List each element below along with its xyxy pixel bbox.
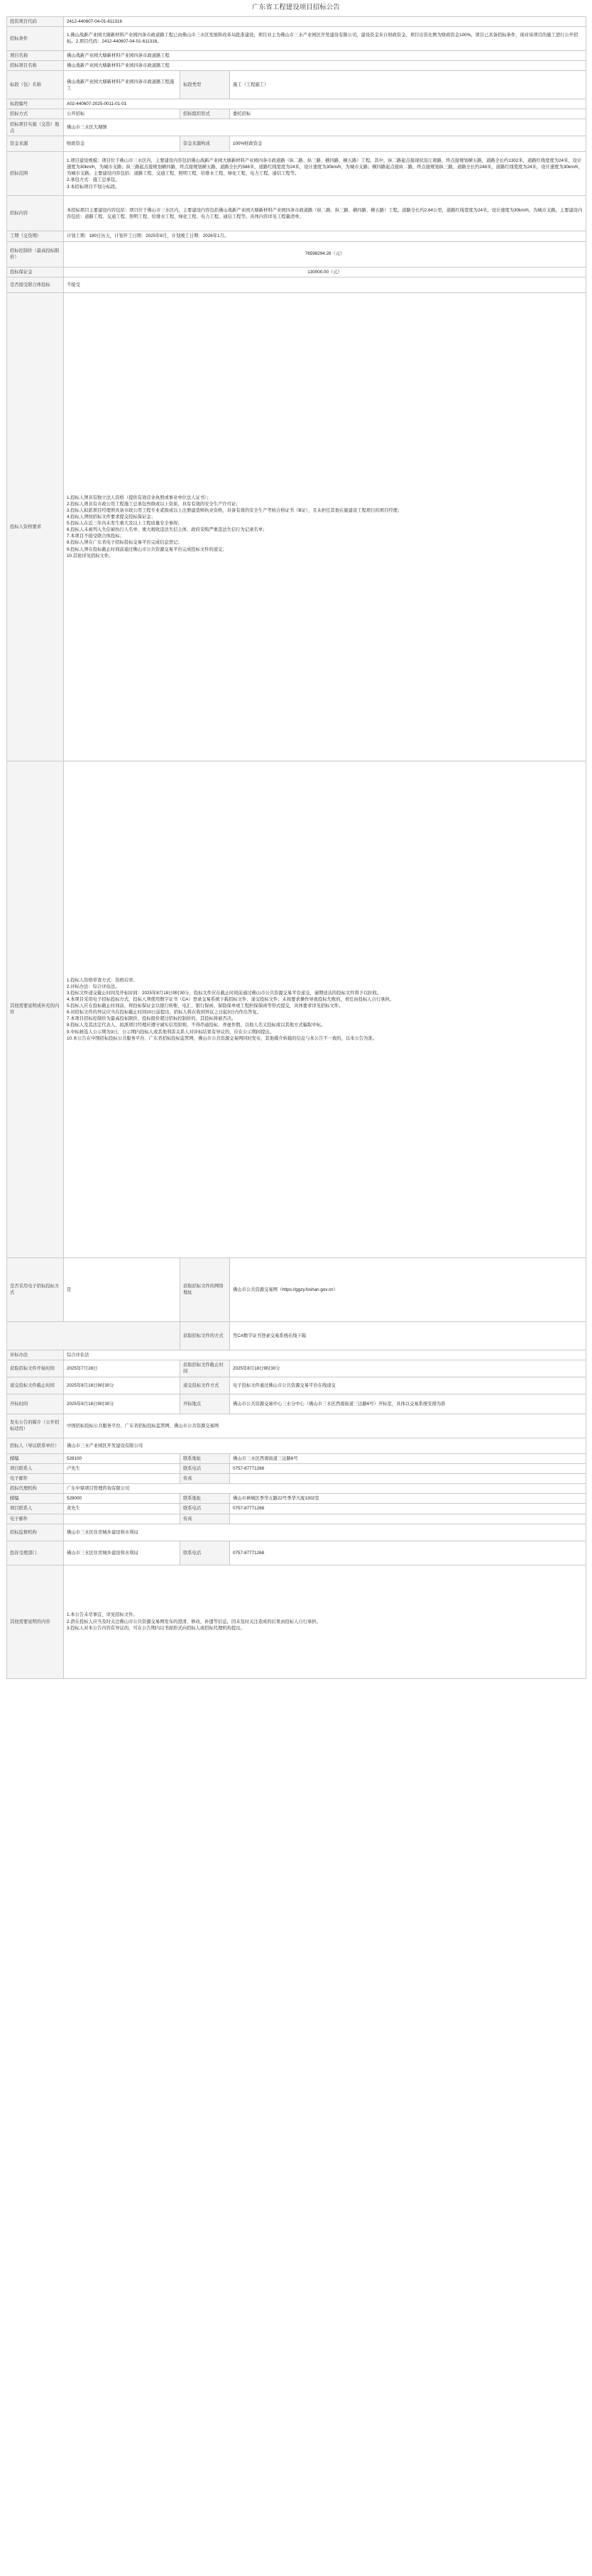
row-open [7, 1394, 586, 1414]
submit-way-label: 递交投标文件方式 [180, 1377, 230, 1394]
submit-value: 2025年8月18日9时30分 [64, 1377, 180, 1394]
open-value: 2025年8月18日9时30分 [64, 1394, 180, 1414]
row-electronic [7, 1257, 586, 1321]
owner-fax-label: 传真 [180, 1474, 230, 1484]
other-label: 其他需要说明的内容 [7, 1565, 64, 1678]
scope-value [64, 152, 586, 196]
project-code-label: 投资项目代码 [7, 16, 64, 26]
row-tender-name [7, 61, 586, 71]
notes-value-item: 4.本项目采用电子招标投标方式，投标人须使用数字证书（CA）登录交易系统下载招标文件、递交投标文件；未按要求操作导致投标失败的，责任由投标人自行承担。 [67, 996, 395, 1002]
agent-fax-label: 传真 [180, 1514, 230, 1524]
qualification-label: 投标人资格要求 [7, 292, 64, 761]
agent-label: 招标代理机构 [7, 1484, 64, 1494]
doc-method-value: 凭CA数字证书登录交易系统在线下载 [230, 1321, 586, 1350]
funding-ratio-label: 资金来源构成 [180, 136, 230, 152]
complaint-tel-label: 联系电话 [180, 1541, 230, 1565]
joint-label: 是否接受联合体投标 [7, 277, 64, 292]
qualification-value-item: 1.投标人须具有独立法人资格（提供有效营业执照或事业单位法人证书）； [67, 495, 212, 500]
row-agent-zip [7, 1494, 586, 1504]
section-value: 佛山战新产业园大塘新材料产业园四条市政道路工程施工 [64, 71, 180, 99]
agent-person-value: 黄先生 [64, 1504, 180, 1514]
agent-zip-value: 528000 [64, 1494, 180, 1504]
notes-value-item: 10.本公告在中国招标投标公共服务平台、广东省招标投标监管网、佛山市公共资源交易网同时发布，其他媒介转载的信息与本公告不一致的，以本公告为准。 [67, 1035, 377, 1041]
period-label: 工期（交货期） [7, 231, 64, 241]
deposit-value: 130000.00（元） [64, 267, 586, 277]
project-code-value: 2412-440607-04-01-611316 [64, 16, 586, 26]
qualification-value-item: 3.投标人拟派项目经理须具备市政公用工程专业贰级或以上注册建造师执业资格，具备有效的安全生产考核合格证书（B证），且未担任其他在施建设工程项目的项目经理； [67, 507, 402, 513]
qualification-value-item: 7.本项目不接受联合体投标； [67, 534, 124, 539]
notes-label: 其他需要说明或补充的内容 [7, 761, 64, 1257]
agent-tel-label: 联系电话 [180, 1504, 230, 1514]
agent-email-value [64, 1514, 180, 1524]
section-type-value: 施工（工程施工） [230, 71, 586, 99]
row-qualification [7, 292, 586, 761]
qualification-value-item: 5.投标人在近三年内未发生重大及以上工程质量安全事故； [67, 521, 182, 527]
electronic-label: 是否采用电子招标投标方式 [7, 1257, 64, 1321]
funding-label: 资金来源 [7, 136, 64, 152]
owner-tel-label: 联系电话 [180, 1463, 230, 1473]
owner-zip-value: 528100 [64, 1453, 180, 1463]
owner-fax-value [230, 1474, 586, 1484]
agent-addr-value: 佛山市禅城区季华五路22号季华大厦1302室 [230, 1494, 586, 1504]
row-funding [7, 136, 586, 152]
other-value-item: 2.潜在投标人应当及时关注佛山市公共资源交易网发布的澄清、修改、补遗等信息，因未及时关注造成的后果由投标人自行承担。 [67, 1619, 321, 1624]
scope-label: 招标范围 [7, 152, 64, 196]
complaint-tel-value: 0757-87771268 [230, 1541, 586, 1565]
control-price-label: 招标控制价（最高投标限价） [7, 241, 64, 267]
notes-value-item: 8.投标人及其法定代表人、拟派项目经理应遵守诚实信用原则，不得串通投标、弄虚作假、以他人名义投标或以其他方式骗取中标。 [67, 1023, 326, 1028]
qualification-value-item: 9.投标人须在投标截止时间前通过佛山市公共资源交易平台完成投标文件的递交； [67, 546, 227, 552]
row-owner [7, 1438, 586, 1453]
notes-value-item: 1.投标人资格审查方式：资格后审。 [67, 977, 138, 983]
media-label: 发布公告的媒介（公开招标适用） [7, 1414, 64, 1438]
tender-org-label: 招标组织形式 [180, 109, 230, 119]
project-name-value: 佛山战新产业园大塘新材料产业园四条市政道路工程 [64, 50, 586, 60]
notes-value [64, 761, 586, 1257]
qualification-value-item: 6.投标人未被列入失信被执行人名单、重大税收违法失信主体、政府采购严重违法失信行为记录名单； [67, 527, 268, 533]
submit-label: 递交投标文件截止时间 [7, 1377, 64, 1394]
deposit-label: 投标保证金 [7, 267, 64, 277]
notes-value-item: 2.评标办法：综合评估法。 [67, 984, 120, 989]
row-electronic-2 [7, 1321, 586, 1350]
row-agent [7, 1484, 586, 1494]
location-label: 招标项目实施（交货）地点 [7, 119, 64, 136]
row-project-code [7, 16, 586, 26]
row-owner-email [7, 1474, 586, 1484]
row-period [7, 231, 586, 241]
content-label: 招标内容 [7, 196, 64, 231]
approval-value: 1.佛山战新产业园大塘新材料产业园四条市政道路工程已由佛山市三水区发展和改革局批准建设，项目业主为佛山市三水产业园区开发建设有限公司，建设资金来自财政资金，项目出资比例为财政资金100%。项目已具备招标条件，现对该项目的施工进行公开招标。2.项目代码：2412-440607-04-01-611316。 [64, 26, 586, 50]
tender-org-value: 委托招标 [230, 109, 586, 119]
complaint-label: 投诉受理部门 [7, 1541, 64, 1565]
tender-method-label: 招标方式 [7, 109, 64, 119]
tender-name-label: 招标项目名称 [7, 61, 64, 71]
owner-label: 招标人（导议联系单位） [7, 1438, 64, 1453]
row-other [7, 1565, 586, 1678]
scope-value-item: 2.承包方式：施工总承包。 [67, 177, 120, 183]
funding-ratio-value: 100%财政资金 [230, 136, 586, 152]
content-value: 本招标项目主要建设内容包括：项目位于佛山市三水区内，主要建设内容包括佛山战新产业园大塘新材料产业园四条市政道路（纵二路、纵三路、横四路、横五路）工程。道路全长约2.64公里，道路红线宽度为24米，设计速度为30km/h，为城市支路。主要建设内容包括：道路工程、交通工程、照明工程、给排水工程、绿化工程、电力工程、通信工程等。具体内容详见工程量清单。 [64, 196, 586, 231]
qualification-value-item: 8.投标人须在广东省电子招标投标交易平台完成信息登记； [67, 540, 182, 546]
qualification-value-item: 4.投标人须按招标文件要求提交投标保证金； [67, 514, 155, 519]
notes-value-item: 3.投标文件递交截止时间及开标时间：2025年8月18日9时30分，投标文件应在截止时间前通过佛山市公共资源交易平台递交，逾期送达的投标文件将予以拒收。 [67, 990, 382, 996]
row-agent-email [7, 1514, 586, 1524]
notes-value-item: 6.对招标文件的异议应当在投标截止时间10日前提出，招标人将在收到异议之日起3日内作出答复。 [67, 1010, 261, 1015]
period-value: 计划工期：180日历天，计划开工日期：2025年8月，计划竣工日期：2026年1月。 [64, 231, 586, 241]
doc-method-label: 获取招标文件的方式 [180, 1321, 230, 1350]
agent-tel-value: 0757-87771268 [230, 1504, 586, 1514]
agent-addr-label: 联系地址 [180, 1494, 230, 1504]
section-type-label: 标段类型 [180, 71, 230, 99]
electronic-value: 是 [64, 1257, 180, 1321]
row-supervisor [7, 1524, 586, 1541]
row-tender-method [7, 109, 586, 119]
row-section [7, 71, 586, 99]
row-agent-person [7, 1504, 586, 1514]
row-doc-time [7, 1360, 586, 1377]
supervisor-value: 佛山市三水区住房城乡建设和水利局 [64, 1524, 586, 1541]
page-title: 广东省工程建设项目招标公告 [252, 4, 340, 11]
tender-name-value: 佛山战新产业园大塘新材料产业园四条市政道路工程 [64, 61, 586, 71]
other-value-item: 1.本公告未尽事宜，详见招标文件。 [67, 1612, 138, 1618]
row-joint [7, 277, 586, 292]
project-name-label: 项目名称 [7, 50, 64, 60]
scope-value-item: 1.项目建设规模：项目位于佛山市三水区内，主要建设内容包括佛山战新产业园大塘新材料产业园四条市政道路（纵二路、纵三路、横四路、横五路）工程。其中，纵二路起点接现状沿江南路，终点接规划横五路，道路全长约1302米，道路红线宽度为24米，设计速度为30km/h，为城市支路；纵三路起点接规划横四路，终点接规划横五路，道路全长约588米，道路红线宽度为24米，设计速度为30km/h，为城市支路；横四路起点接纵二路，终点接规划纵三路，道路全长约248米，道路红线宽度为24米，设计速度为30km/h，为城市支路。主要建设内容包括：道路工程、交通工程、照明工程、给排水工程、绿化工程、电力工程、通信工程等。 [67, 158, 583, 177]
row-media [7, 1414, 586, 1438]
agent-person-label: 项目联系人 [7, 1504, 64, 1514]
approval-label: 招标条件 [7, 26, 64, 50]
row-deposit [7, 267, 586, 277]
row-project-name [7, 50, 586, 60]
electronic-spacer [7, 1321, 180, 1350]
row-owner-zip [7, 1453, 586, 1463]
doc-address-label: 获取招标文件的网络地址 [180, 1257, 230, 1321]
supervisor-label: 招标监督机构 [7, 1524, 64, 1541]
complaint-value: 佛山市三水区住房城乡建设和水利局 [64, 1541, 180, 1565]
doc-time-label: 获取招标文件开始时间 [7, 1360, 64, 1377]
row-approval [7, 26, 586, 50]
open-label: 开标时间 [7, 1394, 64, 1414]
notes-value-item: 9.中标候选人公示期为3日，公示期内投标人或其他利害关系人对评标结果有异议的，应在公示期间提出。 [67, 1029, 275, 1035]
row-control-price [7, 241, 586, 267]
qualification-value-item: 10.其他详见招标文件。 [67, 553, 114, 558]
owner-addr-value: 佛山市三水区西南街道三达路6号 [230, 1453, 586, 1463]
row-section-code [7, 99, 586, 109]
section-code-label: 标段编号 [7, 99, 64, 109]
agent-value: 广东中鼎项目管理咨询有限公司 [64, 1484, 586, 1494]
row-scope [7, 152, 586, 196]
qualification-value-item: 2.投标人须具有市政公用工程施工总承包叁级或以上资质，具有有效的安全生产许可证； [67, 501, 241, 507]
media-value: 中国招标投标公共服务平台、广东省招标投标监管网、佛山市公共资源交易网 [64, 1414, 586, 1438]
notes-value-item: 5.投标人应在投标截止时间前，将投标保证金以银行转账、电汇、银行保函、保险保单或工程担保保函等形式提交，具体要求详见招标文件。 [67, 1003, 344, 1009]
joint-value: 不接受 [64, 277, 586, 292]
evaluation-label: 评标办法 [7, 1350, 64, 1360]
owner-value: 佛山市三水产业园区开发建设有限公司 [64, 1438, 586, 1453]
row-content [7, 196, 586, 231]
funding-value: 财政资金 [64, 136, 180, 152]
agent-email-label: 电子邮件 [7, 1514, 64, 1524]
doc-end-label: 获取招标文件截止时间 [180, 1360, 230, 1377]
row-location [7, 119, 586, 136]
open-place-label: 开标地点 [180, 1394, 230, 1414]
owner-person-label: 项目联系人 [7, 1463, 64, 1473]
location-value: 佛山市三水区大塘镇 [64, 119, 586, 136]
doc-time-value: 2025年7月28日 [64, 1360, 180, 1377]
section-label: 标段（包）名称 [7, 71, 64, 99]
owner-tel-value: 0757-87771268 [230, 1463, 586, 1473]
owner-person-value: 卢先生 [64, 1463, 180, 1473]
tender-method-value: 公开招标 [64, 109, 180, 119]
notes-value-item: 7.本项目招标控制价为最高投标限价，投标报价超过招标控制价的，其投标将被否决。 [67, 1016, 236, 1022]
scope-value-item: 3.本招标项目不划分标段。 [67, 184, 120, 189]
doc-end-value: 2025年8月18日9时30分 [230, 1360, 586, 1377]
agent-fax-value [230, 1514, 586, 1524]
qualification-value [64, 292, 586, 761]
owner-addr-label: 联系地址 [180, 1453, 230, 1463]
submit-way-value: 电子投标文件通过佛山市公共资源交易平台在线递交 [230, 1377, 586, 1394]
row-submit [7, 1377, 586, 1394]
owner-email-value [64, 1474, 180, 1484]
other-value-item: 3.投标人对本公告内容有异议的，可在公告期内以书面形式向招标人或招标代理机构提出。 [67, 1625, 245, 1631]
owner-email-label: 电子邮件 [7, 1474, 64, 1484]
control-price-value: 76598294.28（元） [64, 241, 586, 267]
open-place-value: 佛山市公共资源交易中心三水分中心（佛山市三水区西南街道三达路6号）开标室，具体以交易系统安排为准 [230, 1394, 586, 1414]
evaluation-value: 综合评估法 [64, 1350, 586, 1360]
row-notes [7, 761, 586, 1257]
agent-zip-label: 邮编 [7, 1494, 64, 1504]
other-value [64, 1565, 586, 1678]
announcement-table [6, 16, 586, 1679]
row-evaluation [7, 1350, 586, 1360]
row-owner-person [7, 1463, 586, 1473]
owner-zip-label: 邮编 [7, 1453, 64, 1463]
row-complaint [7, 1541, 586, 1565]
doc-address-value: 佛山市公共资源交易网（https://ggzy.foshan.gov.cn） [230, 1257, 586, 1321]
section-code-value: A02-440607-2025-0011-01-01 [64, 99, 586, 109]
